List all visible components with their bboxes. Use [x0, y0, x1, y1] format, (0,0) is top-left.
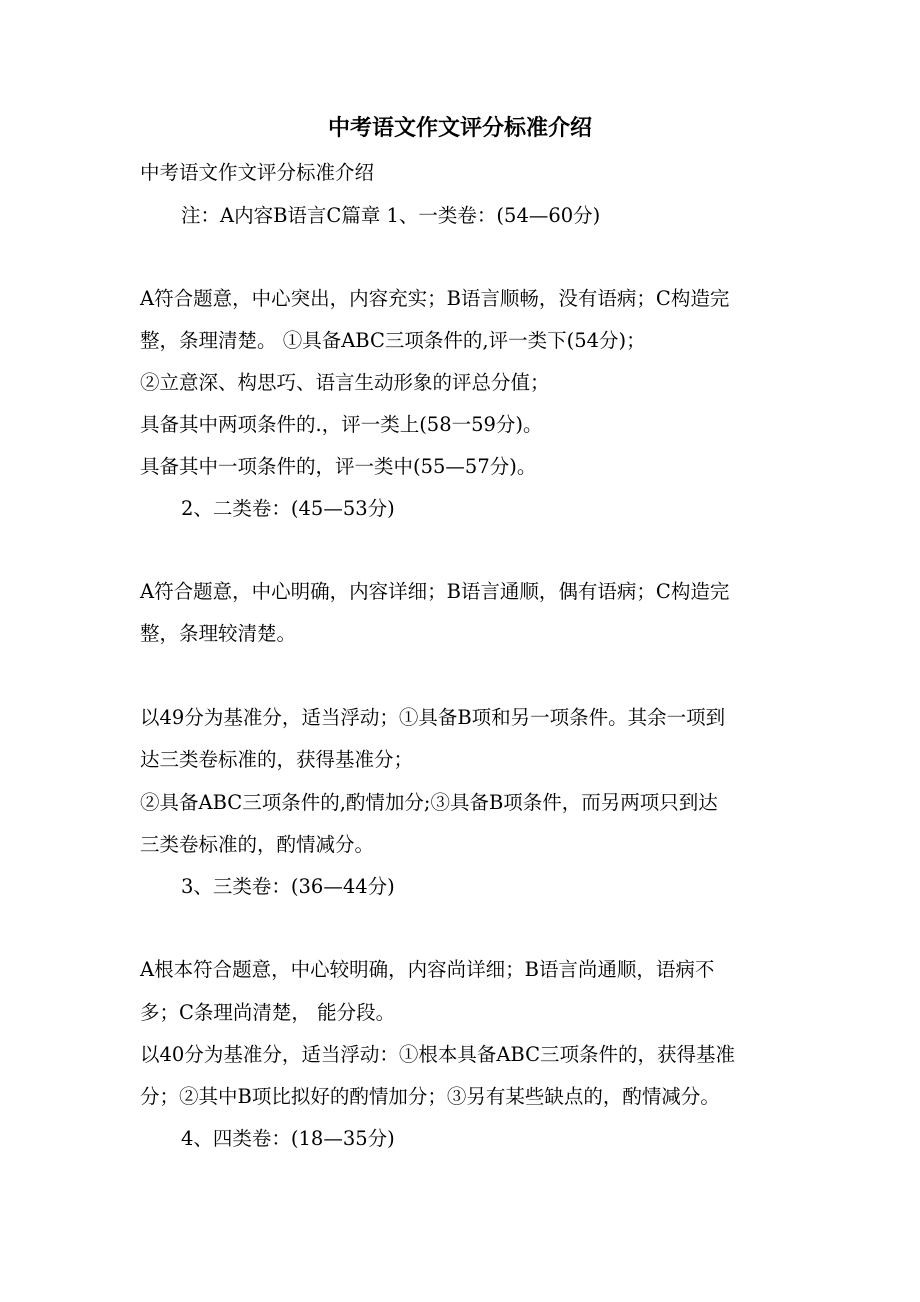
paragraph-line: 多；C条理尚清楚， 能分段。 [140, 1001, 396, 1024]
paragraph-line: 具备其中两项条件的.，评一类上(58一59分)。 [140, 413, 543, 436]
section-heading: 4、四类卷：(18—35分) [181, 1127, 395, 1150]
section-heading: 3、三类卷：(36—44分) [181, 875, 395, 898]
paragraph-line: 以49分为基准分，适当浮动；①具备B项和另一项条件。其余一项到 [140, 706, 726, 729]
paragraph-line: 分；②其中B项比拟好的酌情加分；③另有某些缺点的，酌情减分。 [140, 1085, 720, 1108]
paragraph-line: 达三类卷标准的，获得基准分； [140, 748, 414, 771]
paragraph-line: 三类卷标准的，酌情减分。 [140, 833, 375, 856]
paragraph-line: ②立意深、构思巧、语言生动形象的评总分值； [140, 371, 550, 394]
note-line: 注：A内容B语言C篇章 1、一类卷：(54—60分) [181, 204, 601, 227]
subtitle-line: 中考语文作文评分标准介绍 [140, 161, 375, 184]
paragraph-line: 整，条理较清楚。 [140, 622, 297, 645]
paragraph-line: A根本符合题意，中心较明确，内容尚详细；B语言尚通顺，语病不 [140, 958, 715, 981]
document-title: 中考语文作文评分标准介绍 [327, 115, 592, 141]
paragraph-line: 以40分为基准分，适当浮动：①根本具备ABC三项条件的，获得基准 [140, 1043, 736, 1066]
paragraph-line: A符合题意，中心明确，内容详细；B语言通顺，偶有语病；C构造完 [140, 580, 730, 603]
section-heading: 2、二类卷：(45—53分) [181, 497, 395, 520]
paragraph-line: 整，条理清楚。 ①具备ABC三项条件的,评一类下(54分)； [140, 329, 646, 352]
paragraph-line: A符合题意，中心突出，内容充实；B语言顺畅，没有语病；C构造完 [140, 287, 730, 310]
paragraph-line: 具备其中一项条件的，评一类中(55—57分)。 [140, 455, 537, 478]
paragraph-line: ②具备ABC三项条件的,酌情加分;③具备B项条件，而另两项只到达 [140, 791, 718, 814]
